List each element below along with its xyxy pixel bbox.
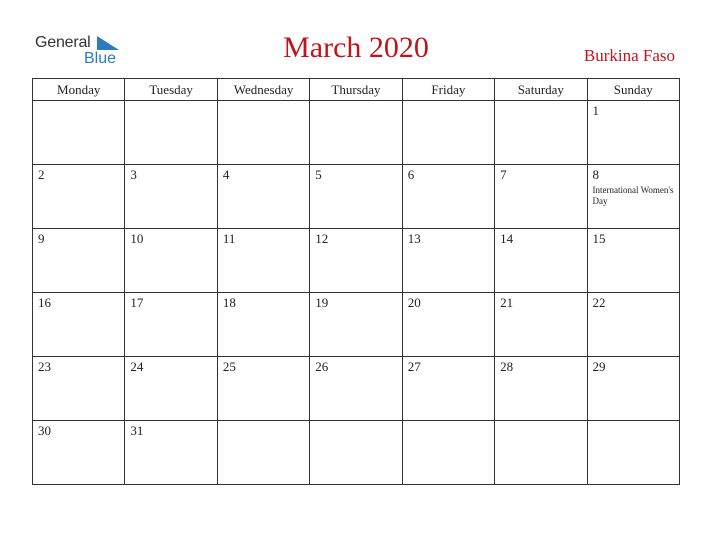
- day-number: 6: [407, 167, 415, 182]
- day-cell: [310, 165, 402, 229]
- day-number: [33, 101, 124, 104]
- day-number: 30: [38, 423, 51, 438]
- day-number: [218, 101, 309, 104]
- day-cell: [402, 293, 494, 357]
- week-row: [33, 293, 680, 357]
- day-number: 23: [38, 359, 51, 374]
- weekday-header: Saturday: [495, 79, 587, 101]
- day-number: 2: [38, 167, 45, 182]
- day-number: 16: [38, 295, 51, 310]
- weekday-header: Monday: [33, 79, 125, 101]
- day-number: 20: [407, 295, 421, 310]
- holiday-label: International Women's Day: [592, 185, 674, 206]
- day-cell: [402, 357, 494, 421]
- day-number: [588, 421, 679, 424]
- weekday-header: Tuesday: [125, 79, 217, 101]
- day-cell: [217, 165, 309, 229]
- calendar-title: March 2020: [283, 31, 429, 64]
- calendar-grid: [32, 78, 680, 485]
- day-cell: [587, 421, 679, 485]
- day-number: 13: [407, 231, 421, 246]
- day-number: 31: [130, 423, 144, 438]
- day-cell: [33, 293, 125, 357]
- week-row: [33, 421, 680, 485]
- day-cell: [310, 101, 402, 165]
- day-cell: [125, 101, 217, 165]
- day-cell: [587, 357, 679, 421]
- day-number: 22: [592, 295, 606, 310]
- day-cell: [125, 293, 217, 357]
- day-cell: [495, 357, 587, 421]
- day-cell: [310, 421, 402, 485]
- week-row: [33, 165, 680, 229]
- day-number: [310, 101, 401, 104]
- weekday-header: Sunday: [587, 79, 679, 101]
- day-cell: [310, 229, 402, 293]
- day-cell: [495, 293, 587, 357]
- day-cell: [402, 421, 494, 485]
- day-number: 4: [222, 167, 230, 182]
- day-number: 11: [222, 231, 236, 246]
- day-cell: [495, 101, 587, 165]
- day-cell: [495, 165, 587, 229]
- day-number: [310, 421, 401, 424]
- day-cell: [125, 357, 217, 421]
- day-cell: [495, 421, 587, 485]
- weekday-header: Wednesday: [217, 79, 309, 101]
- day-cell: [217, 293, 309, 357]
- day-number: 10: [130, 231, 144, 246]
- day-cell: [33, 165, 125, 229]
- weekday-header: Friday: [402, 79, 494, 101]
- day-cell: [495, 229, 587, 293]
- logo-text-general: General: [35, 34, 91, 51]
- day-number: 27: [407, 359, 421, 374]
- day-cell: [587, 101, 679, 165]
- day-cell: [217, 101, 309, 165]
- day-number: 15: [592, 231, 606, 246]
- day-cell: [33, 357, 125, 421]
- day-number: 8: [592, 167, 600, 182]
- day-number: 28: [500, 359, 514, 374]
- day-number: [495, 101, 586, 104]
- day-number: 25: [222, 359, 236, 374]
- day-number: 3: [130, 167, 137, 182]
- day-cell: [402, 101, 494, 165]
- week-row: [33, 357, 680, 421]
- day-number: 21: [500, 295, 514, 310]
- day-cell: [402, 229, 494, 293]
- day-number: [403, 421, 494, 424]
- day-number: 7: [500, 167, 507, 182]
- logo-text-blue: Blue: [84, 50, 117, 67]
- day-number: 14: [500, 231, 514, 246]
- day-cell: [217, 421, 309, 485]
- day-number: [125, 101, 216, 104]
- week-row: [33, 101, 680, 165]
- day-cell: [310, 293, 402, 357]
- day-number: 19: [315, 295, 329, 310]
- day-number: [495, 421, 586, 424]
- day-number: [218, 421, 309, 424]
- day-cell: [217, 229, 309, 293]
- week-row: [33, 229, 680, 293]
- day-number: 26: [315, 359, 329, 374]
- country-name: Burkina Faso: [583, 46, 675, 65]
- day-cell: [310, 357, 402, 421]
- day-cell: [402, 165, 494, 229]
- day-cell: [33, 101, 125, 165]
- day-number: 1: [592, 103, 600, 118]
- day-number: 24: [130, 359, 144, 374]
- day-number: 17: [130, 295, 144, 310]
- day-cell: [125, 229, 217, 293]
- day-number: 9: [38, 231, 45, 246]
- day-number: 5: [315, 167, 322, 182]
- day-number: 18: [222, 295, 236, 310]
- day-number: [403, 101, 494, 104]
- day-cell: [33, 421, 125, 485]
- day-number: 12: [315, 231, 329, 246]
- weekday-header-row: [33, 79, 680, 101]
- day-cell: [125, 421, 217, 485]
- day-cell: [217, 357, 309, 421]
- day-cell: [587, 165, 679, 229]
- day-number: 29: [592, 359, 606, 374]
- day-cell: [587, 229, 679, 293]
- day-cell: [125, 165, 217, 229]
- day-cell: [33, 229, 125, 293]
- weekday-header: Thursday: [310, 79, 402, 101]
- day-cell: [587, 293, 679, 357]
